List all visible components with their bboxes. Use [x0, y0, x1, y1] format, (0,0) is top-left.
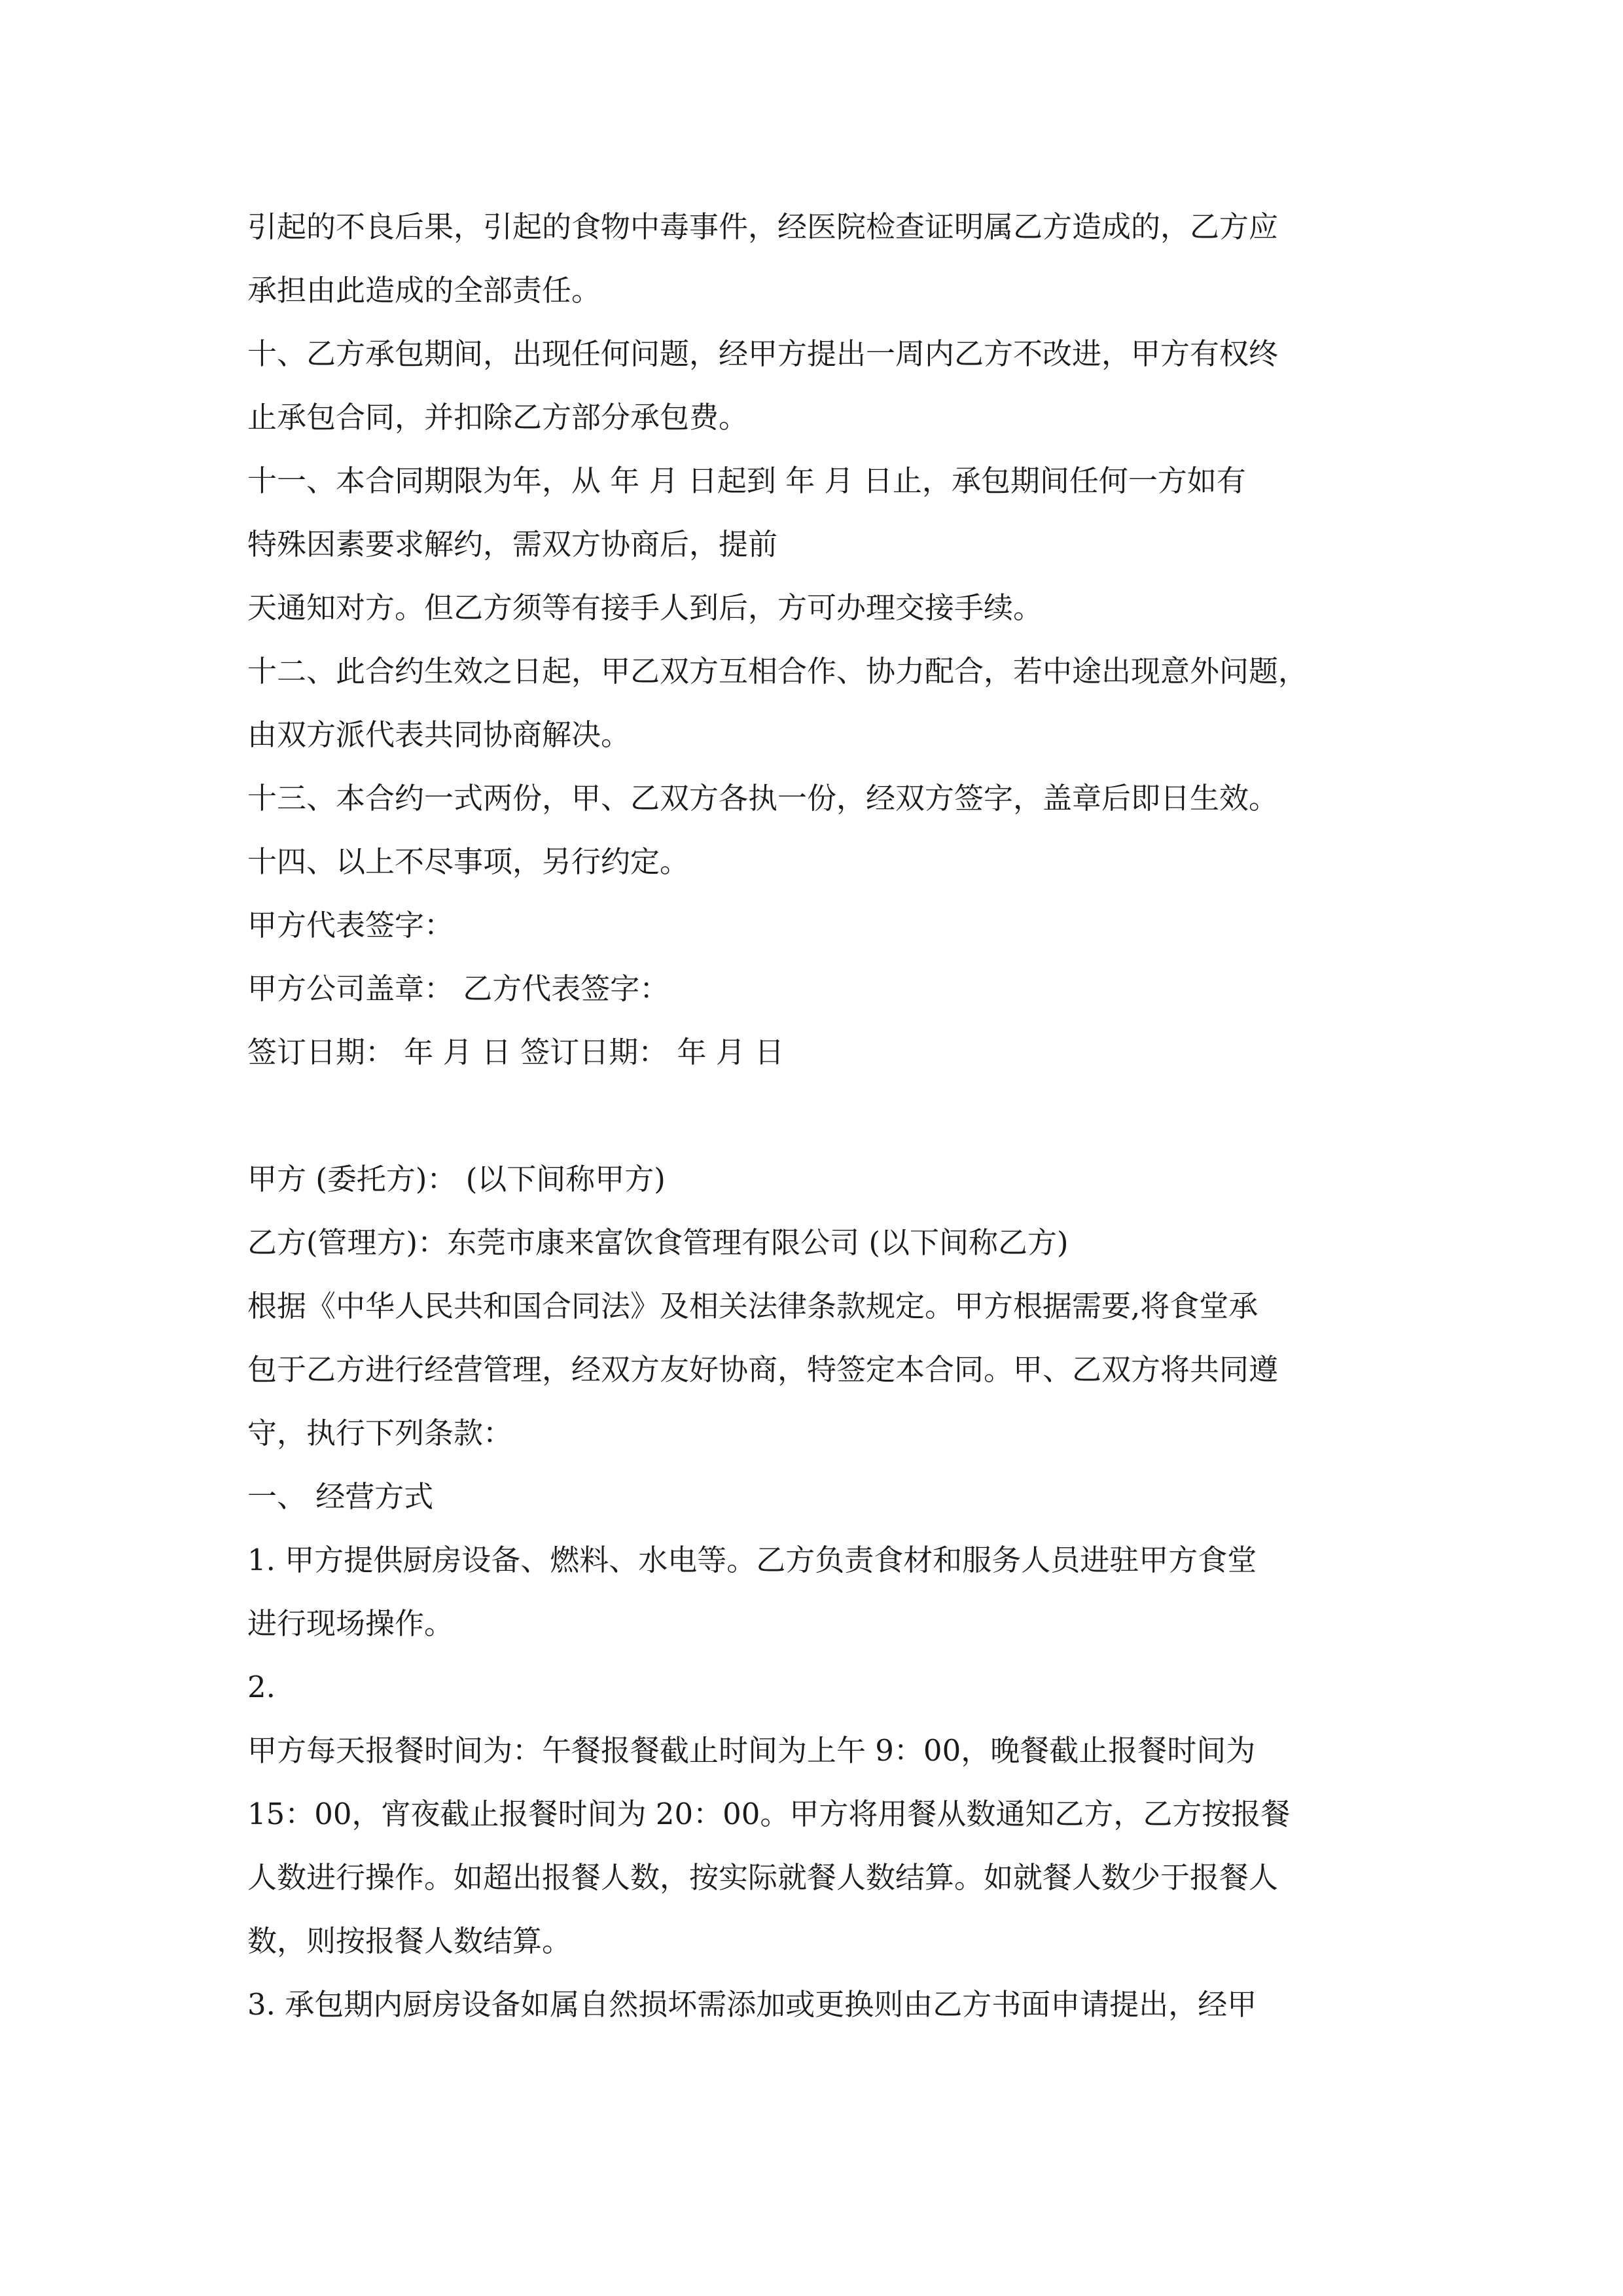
item-3: 3. 承包期内厨房设备如属自然损坏需添加或更换则由乙方书面申请提出，经甲 [247, 1987, 1257, 2022]
text-line: 15：00，宵夜截止报餐时间为 20：00。甲方将用餐从数通知乙方，乙方按报餐 [247, 1797, 1291, 1831]
item-2: 2. [247, 1670, 276, 1704]
preamble-line: 守，执行下列条款： [247, 1416, 513, 1450]
text-line: 承担由此造成的全部责任。 [247, 273, 601, 308]
clause-10: 十、乙方承包期间，出现任何问题，经甲方提出一周内乙方不改进，甲方有权终 [247, 336, 1279, 371]
party-a-signature: 甲方代表签字： [247, 908, 454, 942]
clause-14: 十四、以上不尽事项，另行约定。 [247, 844, 690, 879]
text-line: 进行现场操作。 [247, 1606, 454, 1641]
party-a-line: 甲方 (委托方)： (以下间称甲方) [247, 1162, 666, 1196]
text-line: 甲方每天报餐时间为：午餐报餐截止时间为上午 9：00，晚餐截止报餐时间为 [247, 1733, 1256, 1768]
party-b-line: 乙方(管理方)：东莞市康来富饮食管理有限公司 (以下间称乙方) [247, 1225, 1069, 1260]
text-line: 人数进行操作。如超出报餐人数，按实际就餐人数结算。如就餐人数少于报餐人 [247, 1860, 1279, 1895]
preamble-line: 包于乙方进行经营管理，经双方友好协商，特签定本合同。甲、乙双方将共同遵 [247, 1352, 1279, 1387]
text-line: 由双方派代表共同协商解决。 [247, 717, 631, 752]
clause-12: 十二、此合约生效之日起，甲乙双方互相合作、协力配合，若中途出现意外问题， [247, 654, 1308, 689]
text-line: 数，则按报餐人数结算。 [247, 1924, 572, 1958]
text-line: 天通知对方。但乙方须等有接手人到后，方可办理交接手续。 [247, 590, 1043, 625]
section-heading: 一、 经营方式 [247, 1479, 434, 1514]
preamble-line: 根据《中华人民共和国合同法》及相关法律条款规定。甲方根据需要,将食堂承 [247, 1289, 1258, 1323]
blank-line [247, 1084, 1399, 1147]
company-seal-line: 甲方公司盖章： 乙方代表签字： [247, 971, 669, 1006]
clause-13: 十三、本合约一式两份，甲、乙双方各执一份，经双方签字，盖章后即日生效。 [247, 781, 1279, 816]
text-line: 特殊因素要求解约，需双方协商后，提前 [247, 527, 778, 562]
text-line: 止承包合同，并扣除乙方部分承包费。 [247, 400, 749, 435]
clause-11: 十一、本合同期限为年，从 年 月 日起到 年 月 日止，承包期间任何一方如有 [247, 463, 1246, 498]
item-1: 1. 甲方提供厨房设备、燃料、水电等。乙方负责食材和服务人员进驻甲方食堂 [247, 1543, 1257, 1577]
text-line: 引起的不良后果，引起的食物中毒事件，经医院检查证明属乙方造成的，乙方应 [247, 209, 1279, 244]
contract-body [247, 195, 1399, 2036]
signing-date-line: 签订日期： 年 月 日 签订日期： 年 月 日 [247, 1035, 785, 1069]
